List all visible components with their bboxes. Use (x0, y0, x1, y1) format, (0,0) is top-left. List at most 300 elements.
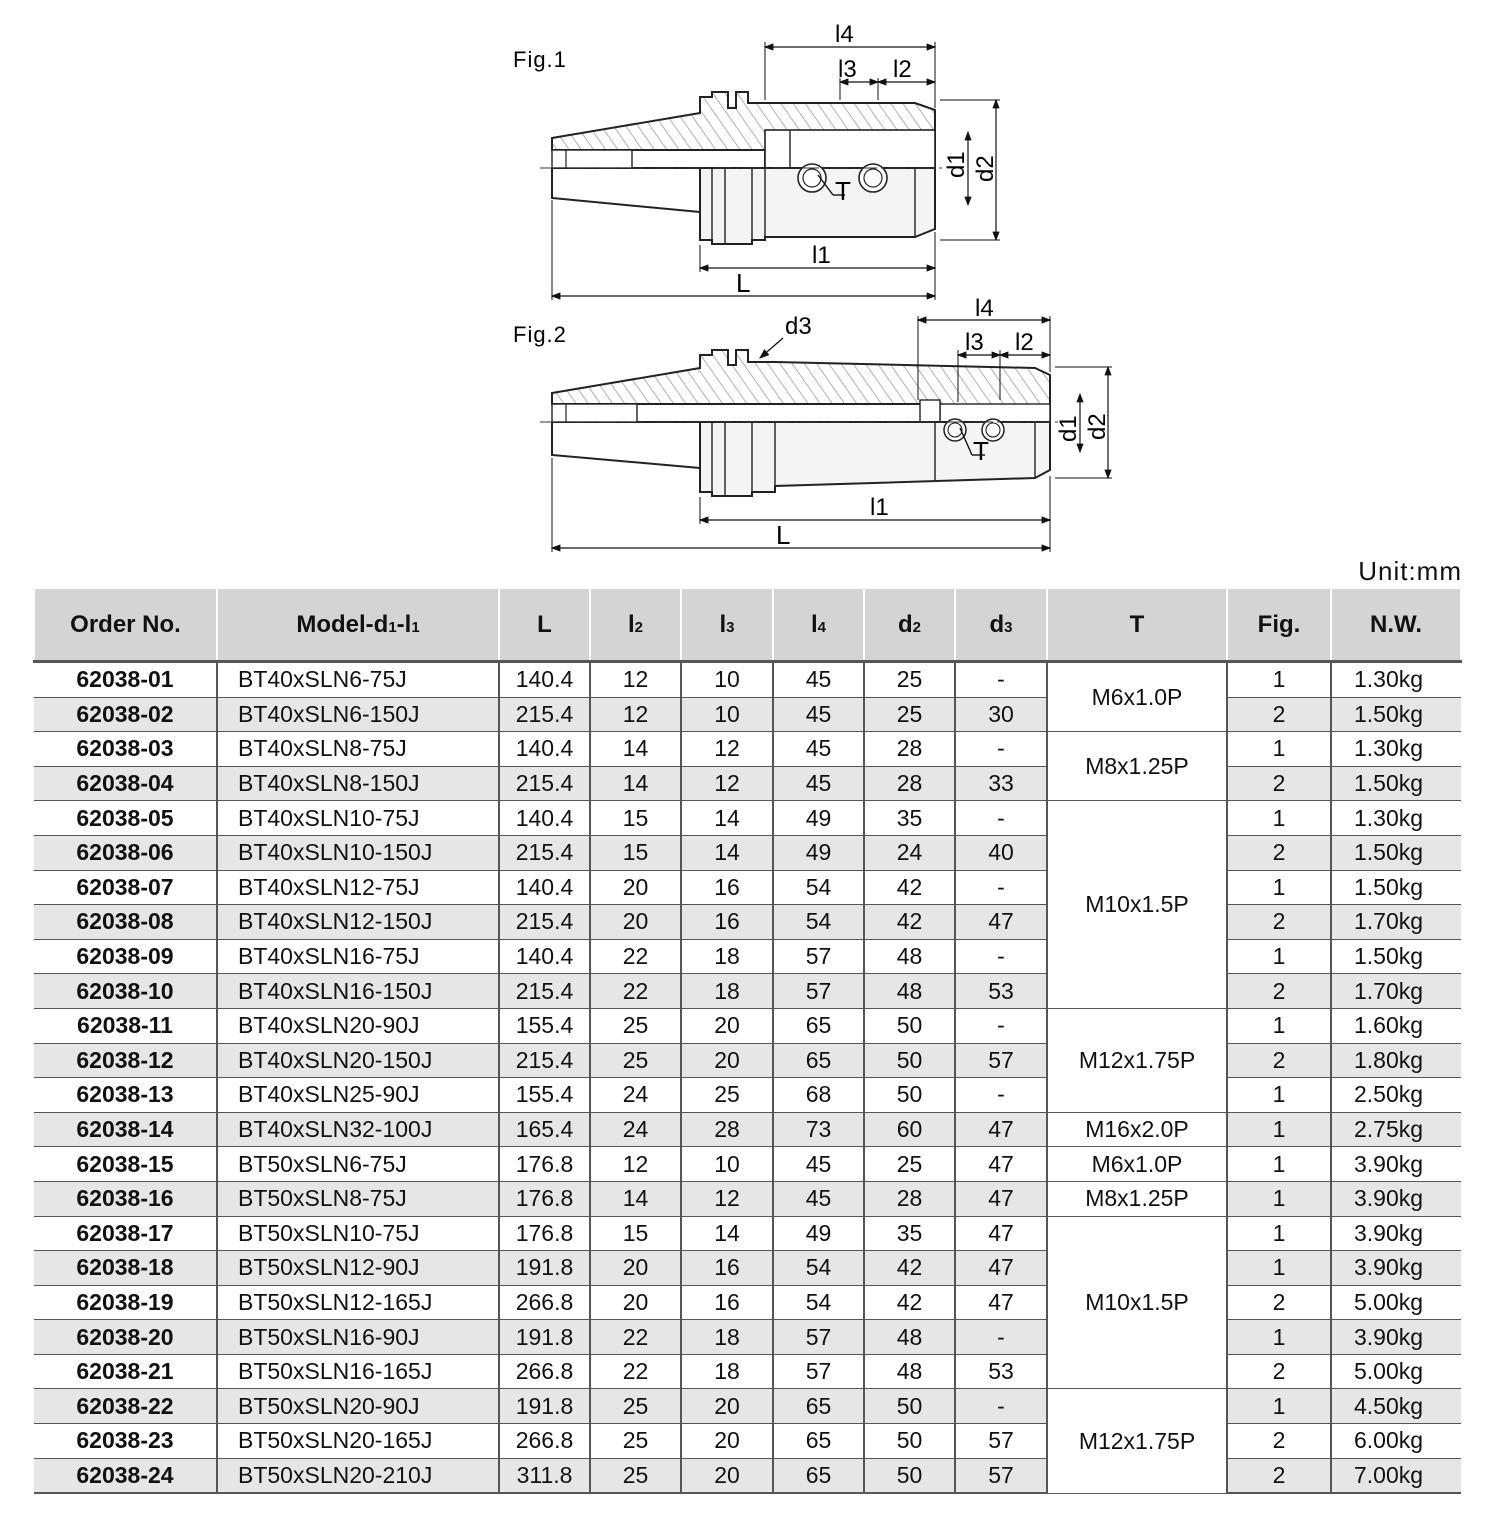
l2-cell: 25 (590, 1043, 681, 1078)
d2-cell: 50 (864, 1008, 955, 1043)
technical-drawings (0, 0, 1496, 560)
net-weight-cell: 2.50kg (1331, 1078, 1461, 1113)
l2-cell: 12 (590, 662, 681, 698)
L-cell: 155.4 (499, 1078, 590, 1113)
d3-cell: 47 (955, 1147, 1047, 1182)
table-row (34, 732, 1461, 767)
l4-cell: 45 (773, 1181, 864, 1216)
d2-cell: 60 (864, 1112, 955, 1147)
net-weight-cell: 1.70kg (1331, 974, 1461, 1009)
fig-cell: 2 (1227, 1424, 1331, 1459)
table-row (34, 1078, 1461, 1113)
l4-cell: 54 (773, 870, 864, 905)
order-no-cell: 62038-11 (34, 1008, 217, 1043)
L-cell: 140.4 (499, 939, 590, 974)
net-weight-cell: 1.50kg (1331, 835, 1461, 870)
L-cell: 176.8 (499, 1181, 590, 1216)
fig2-label-L: L (776, 520, 791, 550)
order-no-cell: 62038-19 (34, 1285, 217, 1320)
net-weight-cell: 5.00kg (1331, 1354, 1461, 1389)
model-cell: BT40xSLN32-100J (217, 1112, 499, 1147)
header-nw: N.W. (1331, 588, 1461, 662)
l2-cell: 12 (590, 697, 681, 732)
d2-cell: 48 (864, 974, 955, 1009)
fig-cell: 2 (1227, 835, 1331, 870)
table-row (34, 1389, 1461, 1424)
order-no-cell: 62038-01 (34, 662, 217, 698)
net-weight-cell: 4.50kg (1331, 1389, 1461, 1424)
fig-cell: 1 (1227, 870, 1331, 905)
l2-cell: 15 (590, 1216, 681, 1251)
d3-cell: - (955, 939, 1047, 974)
model-cell: BT40xSLN20-90J (217, 1008, 499, 1043)
model-cell: BT40xSLN8-150J (217, 766, 499, 801)
L-cell: 176.8 (499, 1147, 590, 1182)
d3-cell: - (955, 1008, 1047, 1043)
fig-cell: 1 (1227, 1181, 1331, 1216)
table-row (34, 905, 1461, 940)
l2-cell: 22 (590, 974, 681, 1009)
fig1-label-d2: d2 (972, 155, 999, 182)
l2-cell: 25 (590, 1424, 681, 1459)
order-no-cell: 62038-06 (34, 835, 217, 870)
model-cell: BT50xSLN8-75J (217, 1181, 499, 1216)
l2-cell: 12 (590, 1147, 681, 1182)
fig2-label-l4: l4 (975, 295, 994, 322)
l3-cell: 20 (681, 1043, 773, 1078)
net-weight-cell: 3.90kg (1331, 1251, 1461, 1286)
fig-cell: 1 (1227, 1251, 1331, 1286)
l3-cell: 18 (681, 1354, 773, 1389)
fig-cell: 1 (1227, 1389, 1331, 1424)
net-weight-cell: 3.90kg (1331, 1216, 1461, 1251)
d3-cell: - (955, 662, 1047, 698)
l4-cell: 68 (773, 1078, 864, 1113)
net-weight-cell: 1.50kg (1331, 697, 1461, 732)
l2-cell: 25 (590, 1008, 681, 1043)
header-l4: l4 (773, 588, 864, 662)
L-cell: 266.8 (499, 1354, 590, 1389)
table-row (34, 974, 1461, 1009)
d2-cell: 42 (864, 1251, 955, 1286)
order-no-cell: 62038-24 (34, 1458, 217, 1493)
d2-cell: 25 (864, 1147, 955, 1182)
net-weight-cell: 6.00kg (1331, 1424, 1461, 1459)
order-no-cell: 62038-18 (34, 1251, 217, 1286)
L-cell: 215.4 (499, 974, 590, 1009)
l3-cell: 28 (681, 1112, 773, 1147)
fig2-label-l1: l1 (870, 494, 889, 521)
l4-cell: 45 (773, 732, 864, 767)
l4-cell: 57 (773, 974, 864, 1009)
l3-cell: 14 (681, 1216, 773, 1251)
l3-cell: 18 (681, 939, 773, 974)
order-no-cell: 62038-23 (34, 1424, 217, 1459)
l2-cell: 14 (590, 732, 681, 767)
fig1-label-l2: l2 (893, 56, 912, 83)
order-no-cell: 62038-10 (34, 974, 217, 1009)
order-no-cell: 62038-13 (34, 1078, 217, 1113)
fig-cell: 2 (1227, 1043, 1331, 1078)
fig2-label-d2: d2 (1084, 413, 1111, 440)
model-cell: BT40xSLN10-150J (217, 835, 499, 870)
table-row (34, 801, 1461, 836)
l4-cell: 65 (773, 1458, 864, 1493)
l4-cell: 45 (773, 697, 864, 732)
L-cell: 191.8 (499, 1251, 590, 1286)
l2-cell: 15 (590, 801, 681, 836)
fig-cell: 1 (1227, 1216, 1331, 1251)
L-cell: 215.4 (499, 1043, 590, 1078)
table-row (34, 1424, 1461, 1459)
net-weight-cell: 1.50kg (1331, 870, 1461, 905)
net-weight-cell: 1.30kg (1331, 732, 1461, 767)
d2-cell: 42 (864, 1285, 955, 1320)
model-cell: BT50xSLN10-75J (217, 1216, 499, 1251)
l2-cell: 20 (590, 1251, 681, 1286)
model-cell: BT40xSLN20-150J (217, 1043, 499, 1078)
d2-cell: 50 (864, 1078, 955, 1113)
d3-cell: 47 (955, 1216, 1047, 1251)
L-cell: 215.4 (499, 835, 590, 870)
table-row (34, 1181, 1461, 1216)
l3-cell: 14 (681, 801, 773, 836)
model-cell: BT40xSLN6-75J (217, 662, 499, 698)
fig-cell: 2 (1227, 697, 1331, 732)
fig2-label-d3: d3 (785, 313, 812, 340)
table-row (34, 1147, 1461, 1182)
net-weight-cell: 3.90kg (1331, 1320, 1461, 1355)
spec-table (33, 587, 1462, 1494)
fig1-label-l4: l4 (835, 21, 854, 48)
l4-cell: 49 (773, 801, 864, 836)
fig2-label-d1: d1 (1055, 415, 1082, 442)
table-row (34, 870, 1461, 905)
L-cell: 165.4 (499, 1112, 590, 1147)
d3-cell: 47 (955, 1112, 1047, 1147)
l3-cell: 16 (681, 905, 773, 940)
fig2-label-l3: l3 (965, 329, 984, 356)
spec-table-body (34, 662, 1461, 1494)
header-l3: l3 (681, 588, 773, 662)
l4-cell: 65 (773, 1424, 864, 1459)
L-cell: 140.4 (499, 732, 590, 767)
d3-cell: - (955, 1389, 1047, 1424)
thread-size-cell: M12x1.75P (1047, 1008, 1227, 1112)
net-weight-cell: 1.50kg (1331, 939, 1461, 974)
figure-1 (513, 21, 1000, 300)
net-weight-cell: 1.30kg (1331, 662, 1461, 698)
thread-size-cell: M12x1.75P (1047, 1389, 1227, 1493)
thread-size-cell: M16x2.0P (1047, 1112, 1227, 1147)
table-row (34, 1043, 1461, 1078)
net-weight-cell: 1.70kg (1331, 905, 1461, 940)
l4-cell: 57 (773, 939, 864, 974)
header-l2: l2 (590, 588, 681, 662)
unit-label: Unit:mm (1358, 556, 1462, 586)
l2-cell: 25 (590, 1458, 681, 1493)
l3-cell: 18 (681, 974, 773, 1009)
model-cell: BT40xSLN10-75J (217, 801, 499, 836)
model-cell: BT40xSLN16-75J (217, 939, 499, 974)
header-L: L (499, 588, 590, 662)
model-cell: BT50xSLN12-90J (217, 1251, 499, 1286)
l3-cell: 12 (681, 1181, 773, 1216)
d3-cell: - (955, 1320, 1047, 1355)
L-cell: 215.4 (499, 905, 590, 940)
net-weight-cell: 7.00kg (1331, 1458, 1461, 1493)
d2-cell: 48 (864, 1320, 955, 1355)
net-weight-cell: 1.80kg (1331, 1043, 1461, 1078)
fig-cell: 1 (1227, 939, 1331, 974)
l4-cell: 45 (773, 766, 864, 801)
L-cell: 140.4 (499, 801, 590, 836)
d2-cell: 28 (864, 732, 955, 767)
L-cell: 155.4 (499, 1008, 590, 1043)
l2-cell: 20 (590, 1285, 681, 1320)
fig-cell: 2 (1227, 1285, 1331, 1320)
fig1-label-l3: l3 (838, 56, 857, 83)
header-model: Model-d1-l1 (217, 588, 499, 662)
l4-cell: 73 (773, 1112, 864, 1147)
d3-cell: 53 (955, 974, 1047, 1009)
fig1-label-T: T (835, 176, 851, 206)
d3-cell: 47 (955, 1251, 1047, 1286)
order-no-cell: 62038-09 (34, 939, 217, 974)
fig-cell: 2 (1227, 1458, 1331, 1493)
table-row (34, 1320, 1461, 1355)
l2-cell: 24 (590, 1112, 681, 1147)
fig-cell: 1 (1227, 1008, 1331, 1043)
figure-2 (513, 295, 1112, 552)
order-no-cell: 62038-21 (34, 1354, 217, 1389)
d3-cell: - (955, 1078, 1047, 1113)
l2-cell: 22 (590, 939, 681, 974)
L-cell: 215.4 (499, 766, 590, 801)
net-weight-cell: 3.90kg (1331, 1181, 1461, 1216)
header-order-no: Order No. (34, 588, 217, 662)
table-row (34, 1285, 1461, 1320)
thread-size-cell: M8x1.25P (1047, 1181, 1227, 1216)
L-cell: 191.8 (499, 1389, 590, 1424)
d2-cell: 35 (864, 801, 955, 836)
l3-cell: 16 (681, 1251, 773, 1286)
net-weight-cell: 5.00kg (1331, 1285, 1461, 1320)
order-no-cell: 62038-22 (34, 1389, 217, 1424)
l4-cell: 65 (773, 1008, 864, 1043)
table-row (34, 835, 1461, 870)
d3-cell: 57 (955, 1043, 1047, 1078)
net-weight-cell: 1.30kg (1331, 801, 1461, 836)
l4-cell: 49 (773, 835, 864, 870)
d3-cell: 47 (955, 905, 1047, 940)
table-row (34, 1251, 1461, 1286)
d2-cell: 50 (864, 1458, 955, 1493)
header-fig: Fig. (1227, 588, 1331, 662)
l4-cell: 54 (773, 1285, 864, 1320)
model-cell: BT50xSLN12-165J (217, 1285, 499, 1320)
l3-cell: 16 (681, 870, 773, 905)
l3-cell: 20 (681, 1389, 773, 1424)
l3-cell: 12 (681, 732, 773, 767)
l4-cell: 49 (773, 1216, 864, 1251)
thread-size-cell: M8x1.25P (1047, 732, 1227, 801)
model-cell: BT50xSLN20-90J (217, 1389, 499, 1424)
l4-cell: 54 (773, 1251, 864, 1286)
d3-cell: 40 (955, 835, 1047, 870)
l3-cell: 10 (681, 662, 773, 698)
l3-cell: 20 (681, 1008, 773, 1043)
model-cell: BT50xSLN16-90J (217, 1320, 499, 1355)
net-weight-cell: 3.90kg (1331, 1147, 1461, 1182)
fig-cell: 1 (1227, 801, 1331, 836)
L-cell: 266.8 (499, 1424, 590, 1459)
l2-cell: 24 (590, 1078, 681, 1113)
table-row (34, 1008, 1461, 1043)
header-T: T (1047, 588, 1227, 662)
l2-cell: 22 (590, 1354, 681, 1389)
l3-cell: 20 (681, 1424, 773, 1459)
model-cell: BT50xSLN16-165J (217, 1354, 499, 1389)
L-cell: 215.4 (499, 697, 590, 732)
d2-cell: 35 (864, 1216, 955, 1251)
table-row (34, 1458, 1461, 1493)
fig1-label-L: L (736, 268, 751, 298)
L-cell: 176.8 (499, 1216, 590, 1251)
model-cell: BT50xSLN20-165J (217, 1424, 499, 1459)
thread-size-cell: M6x1.0P (1047, 1147, 1227, 1182)
table-row (34, 939, 1461, 974)
fig1-label-d1: d1 (943, 151, 970, 178)
order-no-cell: 62038-02 (34, 697, 217, 732)
L-cell: 140.4 (499, 870, 590, 905)
fig1-title: Fig.1 (513, 47, 567, 72)
d2-cell: 25 (864, 662, 955, 698)
l4-cell: 57 (773, 1354, 864, 1389)
l3-cell: 18 (681, 1320, 773, 1355)
L-cell: 140.4 (499, 662, 590, 698)
l2-cell: 25 (590, 1389, 681, 1424)
fig1-label-l1: l1 (812, 242, 831, 269)
d3-cell: 57 (955, 1458, 1047, 1493)
d2-cell: 50 (864, 1424, 955, 1459)
order-no-cell: 62038-04 (34, 766, 217, 801)
l3-cell: 16 (681, 1285, 773, 1320)
thread-size-cell: M6x1.0P (1047, 662, 1227, 732)
model-cell: BT40xSLN16-150J (217, 974, 499, 1009)
l2-cell: 14 (590, 766, 681, 801)
l4-cell: 45 (773, 1147, 864, 1182)
fig2-label-l2: l2 (1015, 329, 1034, 356)
model-cell: BT50xSLN20-210J (217, 1458, 499, 1493)
d2-cell: 48 (864, 1354, 955, 1389)
l3-cell: 25 (681, 1078, 773, 1113)
d2-cell: 24 (864, 835, 955, 870)
d2-cell: 42 (864, 905, 955, 940)
order-no-cell: 62038-03 (34, 732, 217, 767)
l4-cell: 54 (773, 905, 864, 940)
l3-cell: 10 (681, 1147, 773, 1182)
d3-cell: - (955, 870, 1047, 905)
order-no-cell: 62038-08 (34, 905, 217, 940)
order-no-cell: 62038-05 (34, 801, 217, 836)
fig-cell: 2 (1227, 766, 1331, 801)
thread-size-cell: M10x1.5P (1047, 801, 1227, 1009)
order-no-cell: 62038-15 (34, 1147, 217, 1182)
d2-cell: 25 (864, 697, 955, 732)
L-cell: 191.8 (499, 1320, 590, 1355)
model-cell: BT40xSLN6-150J (217, 697, 499, 732)
d2-cell: 28 (864, 766, 955, 801)
model-cell: BT40xSLN12-75J (217, 870, 499, 905)
l3-cell: 20 (681, 1458, 773, 1493)
order-no-cell: 62038-07 (34, 870, 217, 905)
l2-cell: 15 (590, 835, 681, 870)
fig-cell: 1 (1227, 732, 1331, 767)
l4-cell: 65 (773, 1043, 864, 1078)
fig-cell: 1 (1227, 662, 1331, 698)
l4-cell: 65 (773, 1389, 864, 1424)
d3-cell: 47 (955, 1181, 1047, 1216)
L-cell: 266.8 (499, 1285, 590, 1320)
d3-cell: 47 (955, 1285, 1047, 1320)
table-row (34, 697, 1461, 732)
fig-cell: 2 (1227, 905, 1331, 940)
header-d3: d3 (955, 588, 1047, 662)
fig-cell: 2 (1227, 1354, 1331, 1389)
table-row (34, 766, 1461, 801)
fig-cell: 1 (1227, 1147, 1331, 1182)
l3-cell: 14 (681, 835, 773, 870)
d3-cell: 53 (955, 1354, 1047, 1389)
l2-cell: 22 (590, 1320, 681, 1355)
d3-cell: 30 (955, 697, 1047, 732)
order-no-cell: 62038-20 (34, 1320, 217, 1355)
fig-cell: 2 (1227, 974, 1331, 1009)
table-row (34, 1216, 1461, 1251)
table-row (34, 1354, 1461, 1389)
model-cell: BT40xSLN12-150J (217, 905, 499, 940)
d3-cell: - (955, 732, 1047, 767)
fig-cell: 1 (1227, 1078, 1331, 1113)
table-row (34, 1112, 1461, 1147)
l3-cell: 12 (681, 766, 773, 801)
l4-cell: 45 (773, 662, 864, 698)
fig2-title: Fig.2 (513, 322, 567, 347)
net-weight-cell: 1.50kg (1331, 766, 1461, 801)
d2-cell: 50 (864, 1043, 955, 1078)
order-no-cell: 62038-14 (34, 1112, 217, 1147)
thread-size-cell: M10x1.5P (1047, 1216, 1227, 1389)
model-cell: BT50xSLN6-75J (217, 1147, 499, 1182)
d2-cell: 28 (864, 1181, 955, 1216)
l2-cell: 14 (590, 1181, 681, 1216)
l2-cell: 20 (590, 905, 681, 940)
L-cell: 311.8 (499, 1458, 590, 1493)
d2-cell: 50 (864, 1389, 955, 1424)
order-no-cell: 62038-16 (34, 1181, 217, 1216)
table-row (34, 662, 1461, 698)
header-d2: d2 (864, 588, 955, 662)
table-header-row (34, 588, 1461, 662)
net-weight-cell: 2.75kg (1331, 1112, 1461, 1147)
d3-cell: 33 (955, 766, 1047, 801)
fig2-label-T: T (973, 436, 989, 466)
model-cell: BT40xSLN25-90J (217, 1078, 499, 1113)
d3-cell: - (955, 801, 1047, 836)
fig-cell: 1 (1227, 1320, 1331, 1355)
l3-cell: 10 (681, 697, 773, 732)
